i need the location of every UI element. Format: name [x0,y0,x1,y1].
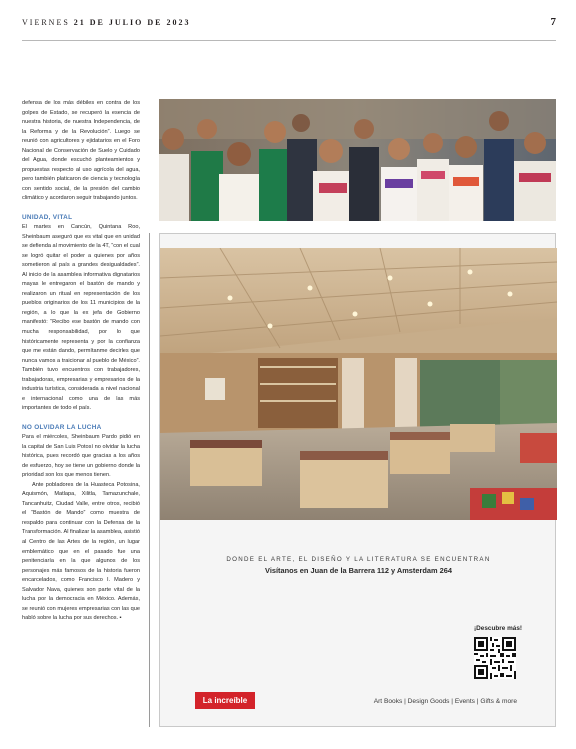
discover-more-label: ¡Descubre más! [474,625,522,632]
article-column [22,99,140,624]
bookstore-interior-illustration [160,248,557,520]
intro-paragraph: defensa de los más débiles en contra de los golpes de Estado, se recuperó la esencia de nuestra historia, de nuestra Independencia, de la Reforma y de la Revolución”. Luego se reunió con agricultores y ejidatarios en el Foro Nacional de Conservación de Suelo y Cuidado del Agua, donde escuchó planteamientos y propuestas respecto al uso agrícola del agua, pero también platicaron de ciencia y tecnología con sentido social, de la presión del cambio climático y acordaron seguir trabajando juntos. [22,100,140,202]
qr-code[interactable] [474,637,516,679]
crowd-photo [159,99,556,221]
section-heading-lucha: NO OLVIDAR LA LUCHA [22,423,102,431]
header-rule [22,40,556,41]
section2-paragraph-2: Ante pobladores de la Huasteca Potosina, Aquismón, Matlapa, Xilitla, Tamazunchale, Tancanhuitz, Ciudad Valle, entre otros, recibió el “Bastón de Mando” como muestra de respaldo para continuar con la Defensa de la Transformación. Al finalizar la asamblea, asistió al Centro de las Artes de la región, un lugar emblemático que en el pasado fue una penitenciaría en la que algunos de los personajes más famosos de la historia fueron encarcelados, como Francisco I. Madero y Salvador Nava, quienes son parte vital de la lucha por la democracia en México. Además, se reunió con mujeres empresarias con las que habló sobre la lucha por sus derechos. ▪ [22,481,140,622]
bookstore-advertisement [159,233,556,727]
issue-date [22,18,190,27]
weekday: VIERNES [22,18,70,27]
ad-tagline: DONDE EL ARTE, EL DISEÑO Y LA LITERATURA SE ENCUENTRAN [226,556,491,563]
ad-address: Visítanos en Juan de la Barrera 112 y Amsterdam 264 [265,566,452,575]
page-header [22,18,556,32]
crowd-photo-illustration [159,99,556,221]
page-number: 7 [550,16,556,28]
section2-paragraph-1: Para el miércoles, Sheinbaum Pardo pidió en la capital de San Luis Potosí no olvidar la lucha histórica, pues recordó que gracias a los años de esfuerzo, hoy se tiene un gobierno donde la prioridad son los que menos tienen. [22,433,140,479]
column-divider [149,233,150,727]
section-heading-unidad: UNIDAD, VITAL [22,214,73,222]
date-text: 21 DE JULIO DE 2023 [73,18,191,27]
ad-services-list: Art Books | Design Goods | Events | Gifts & more [373,698,517,705]
brand-logo: La increíble [195,692,255,709]
qr-code-icon [474,637,516,679]
section1-paragraph: El martes en Cancún, Quintana Roo, Sheinbaum aseguró que es vital que en unidad se defienda al movimiento de la 4T, “con el cual se logró quitar el poder a quienes por años sometieron al país a grandes desigualdades”. Al inicio de la asamblea informativa dignatarios mayas le entregaron el bastón de mando y realizaron un ritual en representación de los pueblos originarios de los 11 municipios de la región, a lo que la ex jefa de Gobierno manifestó: “Recibo ese bastón de mando con mucha responsabilidad, por lo que históricamente representa y por la confianza que me están dando, permítanme decirles que nunca vamos a traicionar al pueblo de México”. También tuvo encuentros con trabajadores, trabajadoras, empresarias y empresarios de la industria turística, considerada a nivel nacional e internacional como una de las más importantes de todo el país. [22,224,140,412]
bookstore-photo [160,248,557,520]
